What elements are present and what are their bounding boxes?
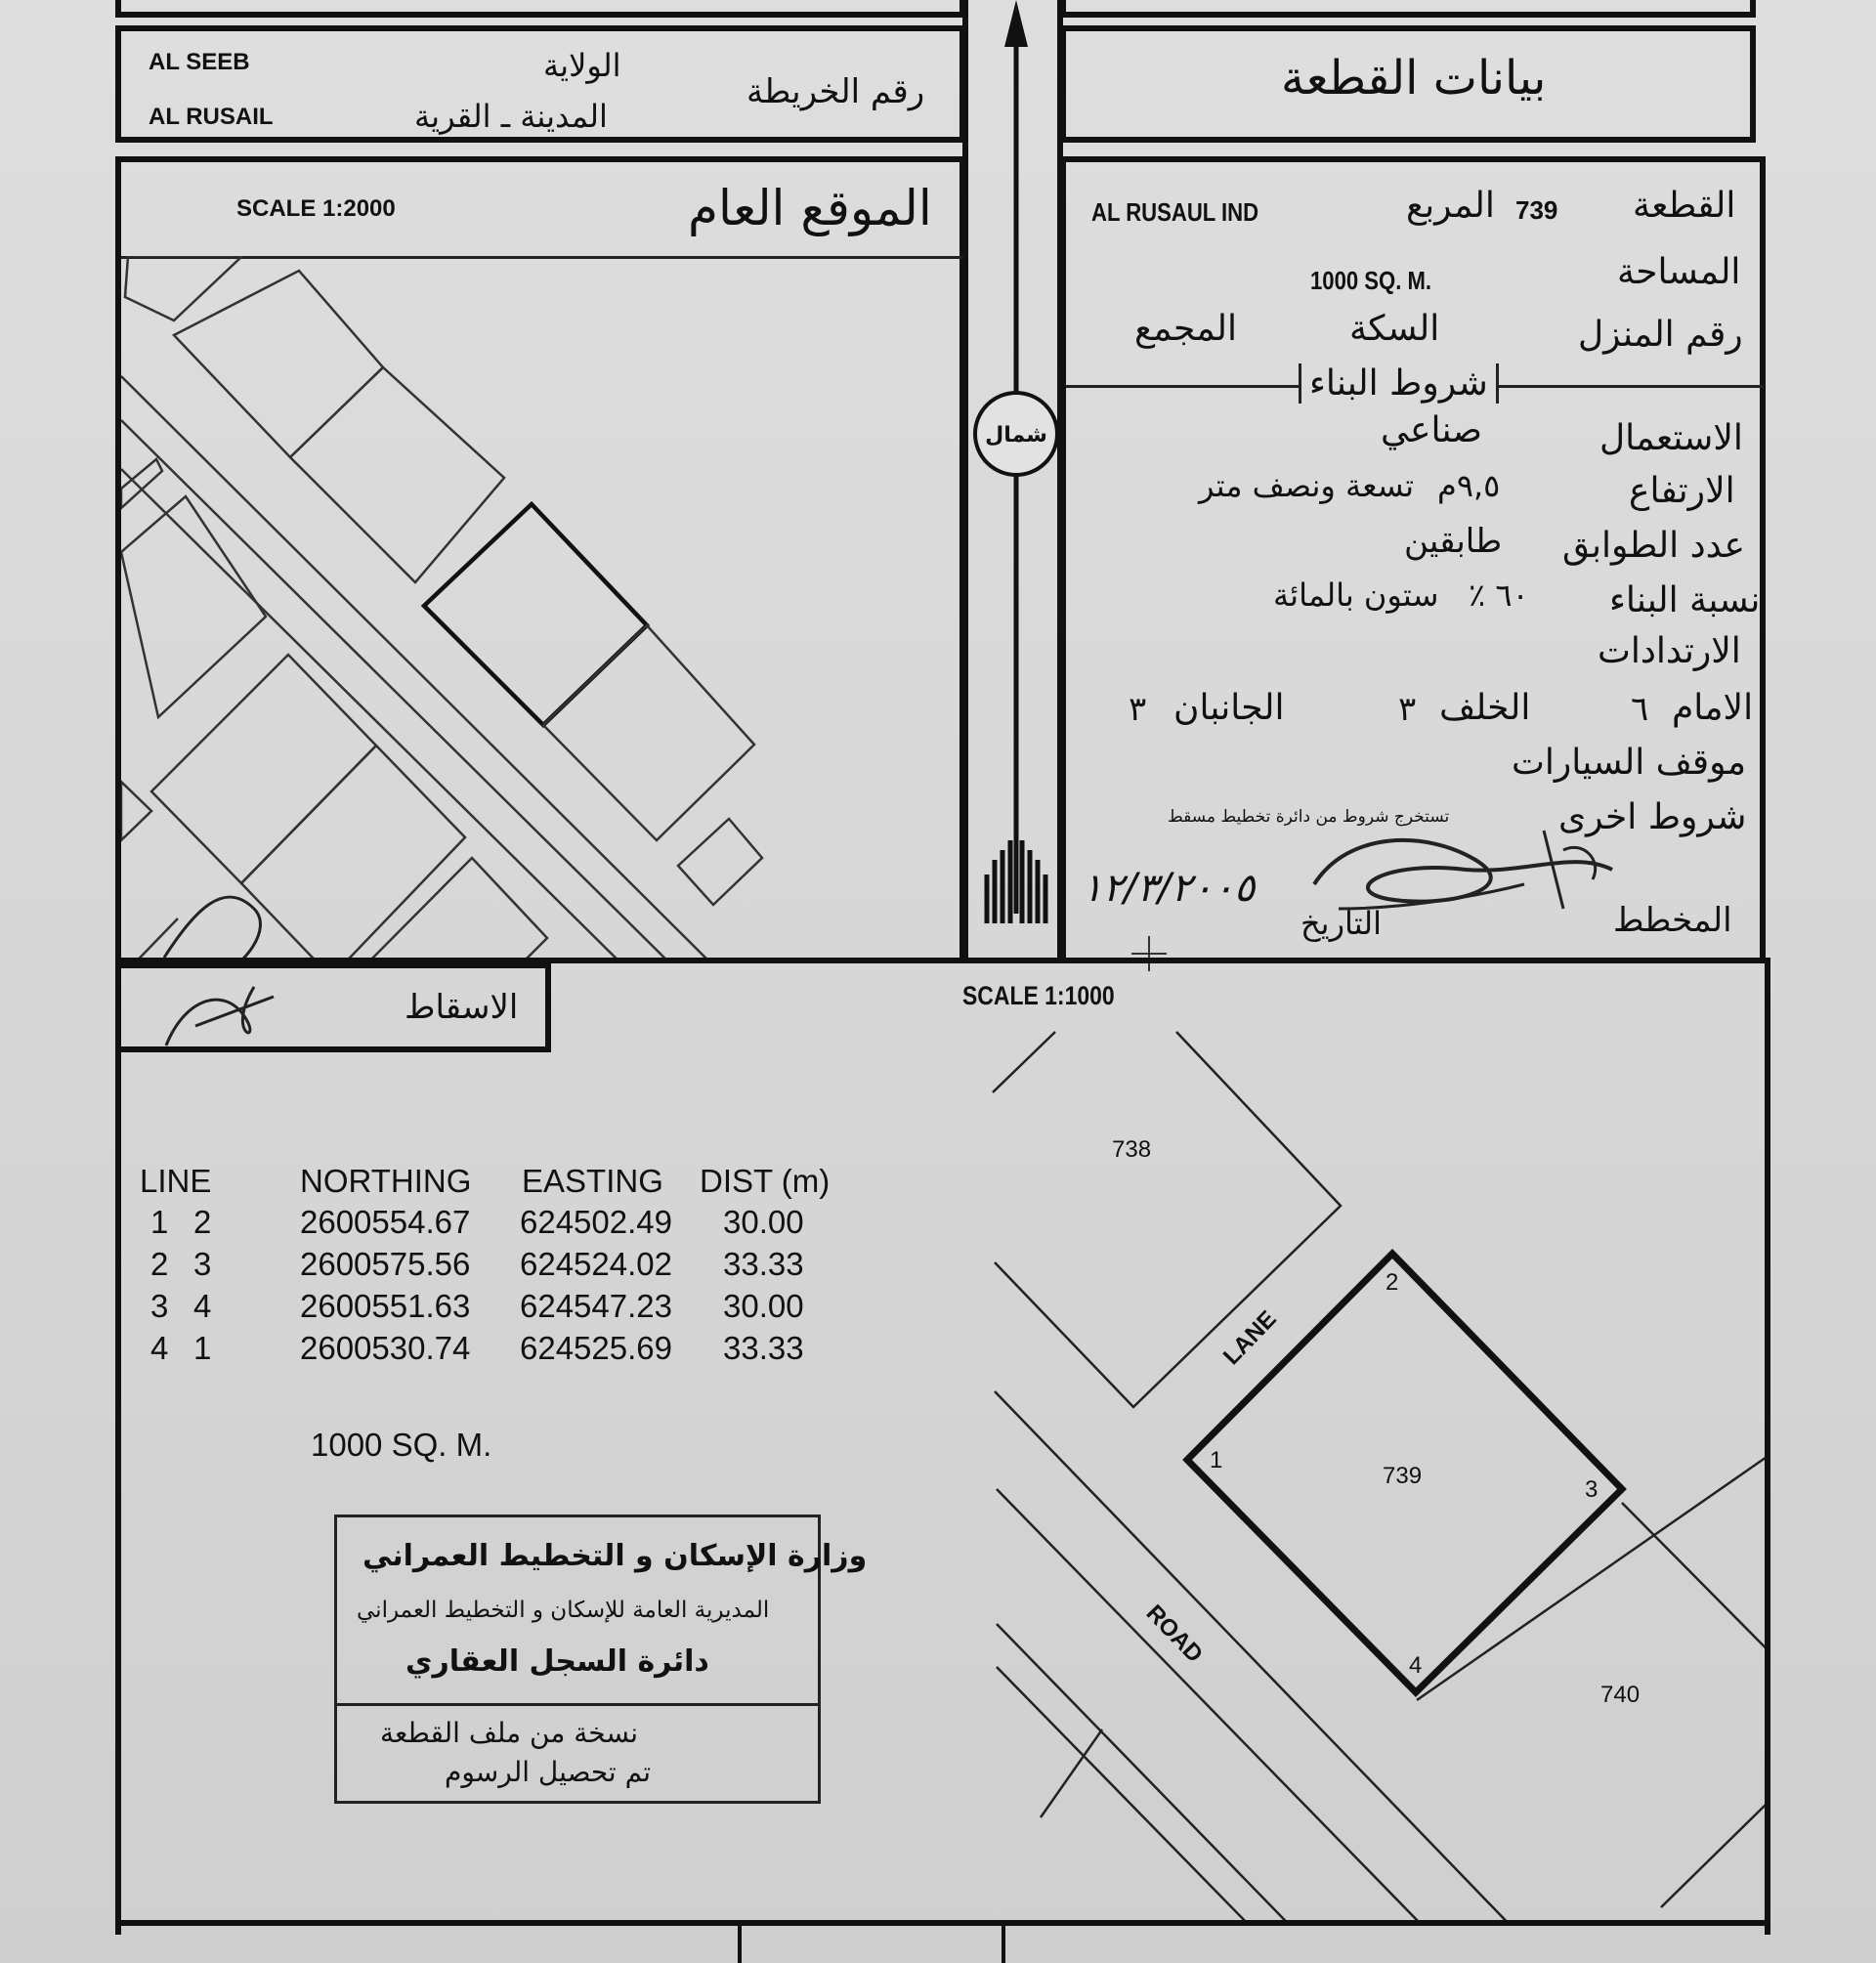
- date-value: ١٢/٣/٢٠٠٥: [1082, 866, 1256, 911]
- other-conditions-label: شروط اخرى: [1558, 797, 1747, 837]
- block-value: AL RUSAUL IND: [1091, 197, 1259, 227]
- plot-plan: [993, 1032, 1817, 1963]
- row-dist: 33.33: [723, 1246, 804, 1282]
- date-label: التاريخ: [1300, 905, 1383, 942]
- block-label: المربع: [1406, 186, 1495, 226]
- parking-label: موقف السيارات: [1512, 743, 1746, 783]
- corner-2: 2: [1386, 1269, 1399, 1296]
- area-label: المساحة: [1617, 252, 1741, 292]
- row-from: 2: [150, 1246, 169, 1282]
- wilayah-value: AL SEEB: [149, 49, 250, 75]
- row-from: 4: [150, 1330, 169, 1366]
- row-dist: 30.00: [723, 1288, 804, 1324]
- plan-scale: SCALE 1:1000: [962, 981, 1115, 1010]
- row-to: 4: [193, 1288, 212, 1324]
- ratio-words: ستون بالمائة: [1273, 576, 1439, 614]
- row-dist: 30.00: [723, 1204, 804, 1240]
- road-label: ROAD: [1140, 1600, 1209, 1669]
- plot-740-label: 740: [1600, 1682, 1641, 1708]
- location-scale: SCALE 1:2000: [236, 195, 396, 222]
- header-easting: EASTING: [522, 1163, 663, 1199]
- height-label: الارتفاع: [1629, 471, 1735, 511]
- village-label: المدينة ـ القرية: [414, 98, 608, 135]
- sides-label: الجانبان: [1173, 688, 1285, 728]
- other-conditions-note: تستخرج شروط من دائرة تخطيط مسقط: [1168, 807, 1450, 827]
- cross-marker: [1131, 936, 1167, 971]
- back-label: الخلف: [1439, 688, 1531, 728]
- row-from: 3: [150, 1288, 169, 1324]
- ratio-label: نسبة البناء: [1609, 580, 1761, 620]
- stamp-line-5: تم تحصيل الرسوم: [445, 1756, 652, 1788]
- plot-738-label: 738: [1112, 1136, 1152, 1163]
- stamp-line-4: نسخة من ملف القطعة: [380, 1717, 639, 1749]
- north-arrow: [965, 0, 1060, 962]
- house-number-label: رقم المنزل: [1578, 315, 1743, 355]
- corner-3: 3: [1585, 1476, 1599, 1503]
- complex-label: المجمع: [1134, 309, 1237, 349]
- row-easting: 624524.02: [520, 1246, 672, 1282]
- stamp-line-3: دائرة السجل العقاري: [405, 1644, 709, 1679]
- row-northing: 2600551.63: [300, 1288, 471, 1324]
- street-label: السكة: [1349, 309, 1440, 349]
- use-value: صناعي: [1381, 410, 1482, 450]
- corner-4: 4: [1409, 1652, 1423, 1679]
- front-value: ٦: [1631, 690, 1649, 729]
- lane-label: LANE: [1217, 1305, 1282, 1371]
- header-northing: NORTHING: [300, 1163, 472, 1199]
- row-from: 1: [150, 1204, 169, 1240]
- sides-value: ٣: [1129, 690, 1147, 729]
- total-area: 1000 SQ. M.: [311, 1427, 492, 1463]
- row-to: 1: [193, 1330, 212, 1366]
- row-northing: 2600575.56: [300, 1246, 471, 1282]
- plot-data-title: بيانات القطعة: [1281, 51, 1547, 106]
- projection-signature: [166, 987, 274, 1046]
- row-easting: 624502.49: [520, 1204, 672, 1240]
- projection-label: الاسقاط: [405, 988, 519, 1027]
- row-easting: 624525.69: [520, 1330, 672, 1366]
- header-dist: DIST (m): [700, 1163, 831, 1199]
- height-value: ٩,٥م: [1437, 467, 1501, 504]
- setbacks-label: الارتدادات: [1598, 631, 1741, 671]
- row-dist: 33.33: [723, 1330, 804, 1366]
- row-northing: 2600554.67: [300, 1204, 471, 1240]
- plot-739-label: 739: [1383, 1463, 1423, 1489]
- front-label: الامام: [1672, 688, 1754, 728]
- plot-label: القطعة: [1633, 186, 1736, 226]
- location-map: [121, 256, 762, 977]
- use-label: الاستعمال: [1599, 418, 1743, 458]
- map-number-label: رقم الخريطة: [746, 72, 925, 111]
- stamp-line-2: المديرية العامة للإسكان و التخطيط العمراني: [357, 1598, 770, 1623]
- location-title: الموقع العام: [688, 180, 932, 236]
- back-value: ٣: [1398, 690, 1417, 729]
- row-to: 3: [193, 1246, 212, 1282]
- height-words: تسعة ونصف متر: [1199, 467, 1415, 504]
- row-to: 2: [193, 1204, 212, 1240]
- planner-label: المخطط: [1613, 901, 1732, 940]
- ratio-value: ٦٠ ٪: [1469, 576, 1529, 614]
- corner-1: 1: [1210, 1447, 1223, 1473]
- village-value: AL RUSAIL: [149, 104, 274, 130]
- row-easting: 624547.23: [520, 1288, 672, 1324]
- north-label: شمال: [985, 423, 1047, 448]
- row-northing: 2600530.74: [300, 1330, 471, 1366]
- wilayah-label: الولاية: [543, 47, 621, 84]
- floors-label: عدد الطوابق: [1562, 526, 1745, 566]
- stamp-line-1: وزارة الإسكان و التخطيط العمراني: [362, 1539, 868, 1573]
- conditions-title: شروط البناء: [1299, 363, 1499, 404]
- header-line: LINE: [140, 1163, 212, 1199]
- plot-number: 739: [1515, 195, 1558, 225]
- floors-value: طابقين: [1404, 522, 1503, 561]
- area-value: 1000 SQ. M.: [1310, 266, 1432, 295]
